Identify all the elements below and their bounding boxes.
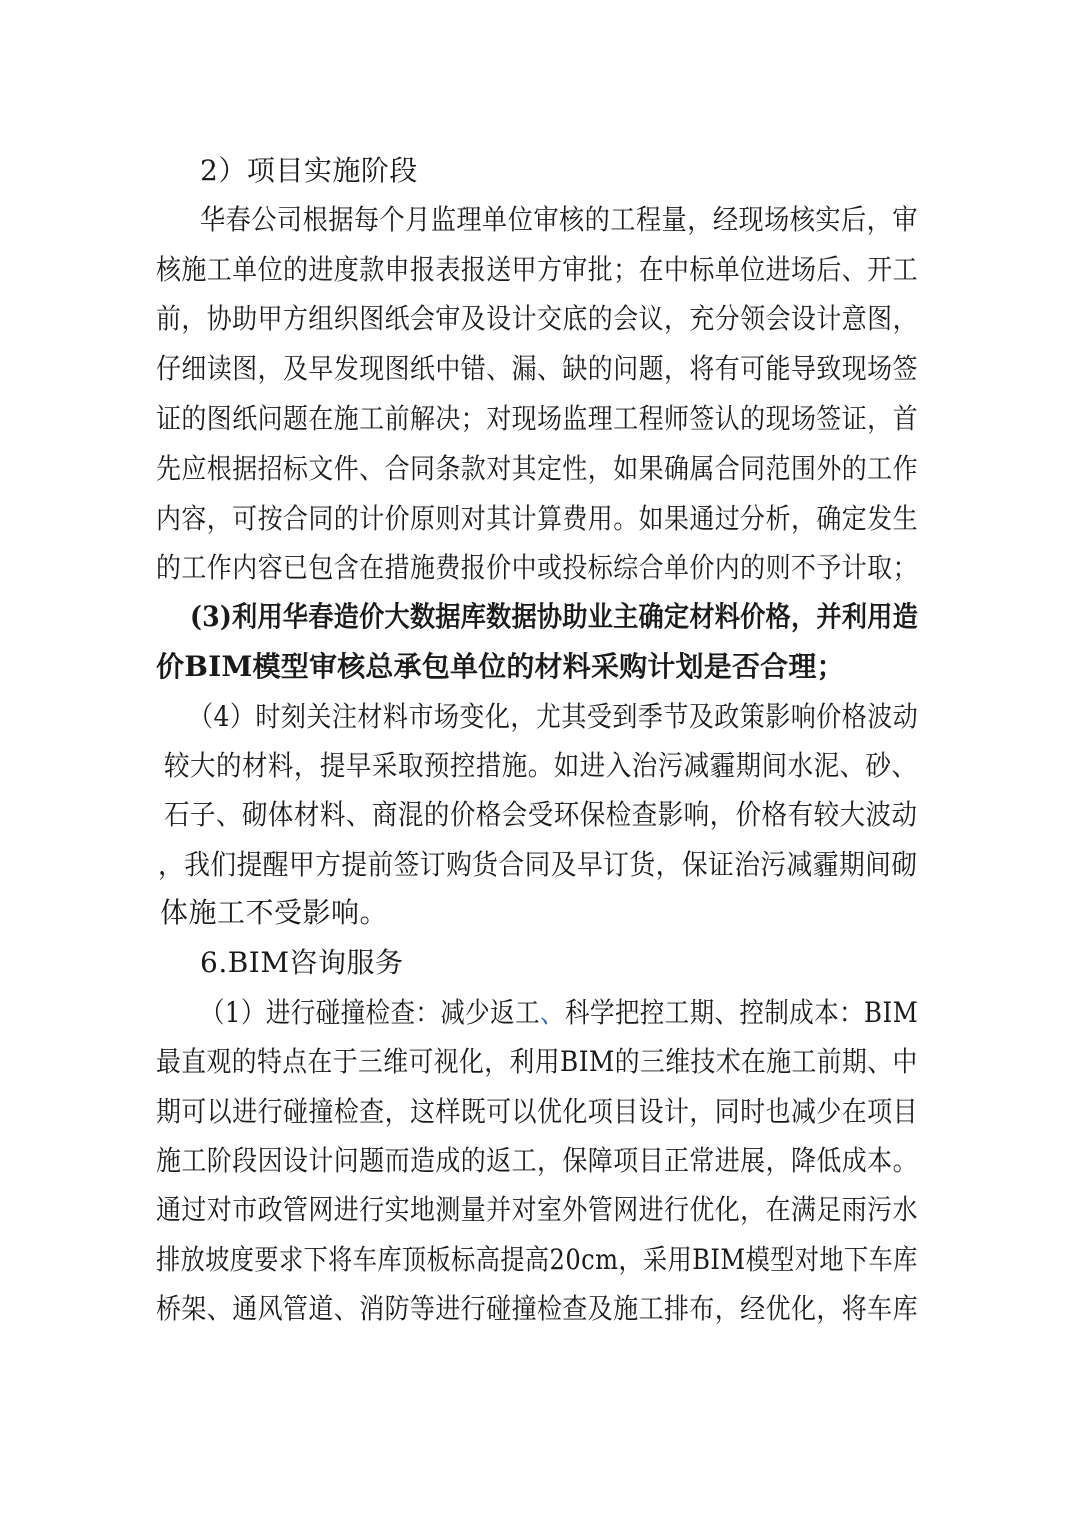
list-item-3-line: 价BIM模型审核总承包单位的材料采购计划是否合理；: [156, 650, 845, 683]
section-heading-bim: 6.BIM咨询服务: [200, 946, 404, 979]
bim-line-text: （1）进行碰撞检查：减少返工: [200, 996, 541, 1029]
paragraph-line: 核施工单位的进度款申报表报送甲方审批；在中标单位进场后、开工: [156, 253, 918, 286]
paragraph-line: 华春公司根据每个月监理单位审核的工程量，经现场核实后，审: [200, 203, 918, 236]
paragraph-line: 仔细读图，及早发现图纸中错、漏、缺的问题，将有可能导致现场签: [156, 352, 918, 385]
paragraph-line: 的工作内容已包含在措施费报价中或投标综合单价内的则不予计取；: [156, 551, 918, 584]
section-heading-implementation: 2）项目实施阶段: [200, 154, 418, 187]
paragraph-line: 先应根据招标文件、合同条款对其定性，如果确属合同范围外的工作: [156, 452, 918, 485]
list-item-4-line: 较大的材料，提早采取预控措施。如进入治污减霾期间水泥、砂、: [164, 749, 918, 782]
paragraph-line: 证的图纸问题在施工前解决；对现场监理工程师签认的现场签证，首: [156, 402, 918, 435]
paragraph-line: 施工阶段因设计问题而造成的返工，保障项目正常进展，降低成本。: [156, 1144, 918, 1177]
list-item-3-line: (3)利用华春造价大数据库数据协助业主确定材料价格，并利用造: [190, 600, 918, 633]
paragraph-line: 最直观的特点在于三维可视化，利用BIM的三维技术在施工前期、中: [156, 1045, 918, 1078]
list-item-4-line: 石子、砌体材料、商混的价格会受环保检查影响，价格有较大波动: [164, 798, 918, 831]
list-item-4-line: ，我们提醒甲方提前签订购货合同及早订货，保证治污减霾期间砌: [158, 848, 918, 881]
paragraph-line: 内容，可按合同的计价原则对其计算费用。如果通过分析，确定发生: [156, 502, 918, 535]
bim-line-text: 科学把控工期、控制成本：BIM: [564, 996, 919, 1029]
paragraph-line: 排放坡度要求下将车库顶板标高提高20cm，采用BIM模型对地下车库: [156, 1243, 918, 1276]
list-item-4-line: 体施工不受影响。: [160, 896, 389, 929]
paragraph-line: 通过对市政管网进行实地测量并对室外管网进行优化，在满足雨污水: [156, 1193, 918, 1226]
paragraph-line: 期可以进行碰撞检查，这样既可以优化项目设计，同时也减少在项目: [156, 1095, 918, 1128]
paragraph-line: 前，协助甲方组织图纸会审及设计交底的会议，充分领会设计意图，: [156, 302, 918, 335]
paragraph-line: 桥架、通风管道、消防等进行碰撞检查及施工排布，经优化，将车库: [156, 1292, 918, 1325]
list-item-4-line: （4）时刻关注材料市场变化，尤其受到季节及政策影响价格波动: [188, 700, 919, 733]
bim-paragraph-first-line: [200, 993, 918, 1033]
bim-line-separator: 、: [540, 996, 565, 1029]
